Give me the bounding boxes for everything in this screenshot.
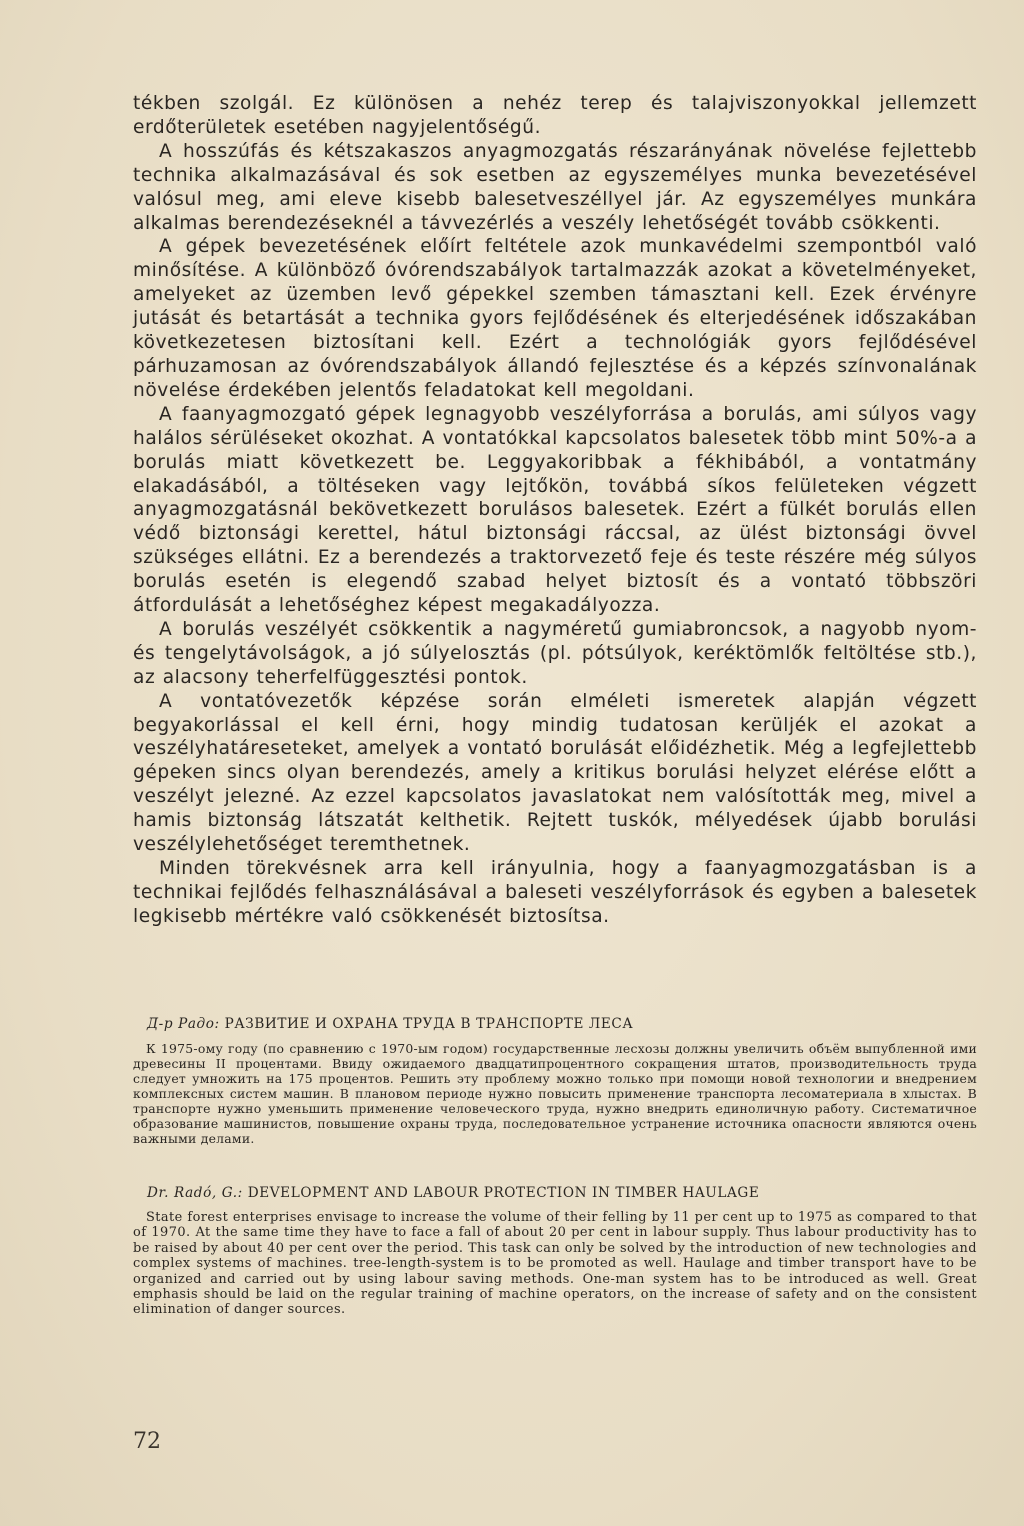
- paragraph: A hosszúfás és kétszakaszos anyagmozgatás részarányának növelése fejlettebb technika alkalmazásával és sok esetben az egyszemélyes munka bevezetésével valósul meg, ami eleve kisebb balesetveszéllyel jár. Az egyszemélyes munkára alkalmas berendezéseknél a távvezérlés a veszély lehetőségét tovább csökkenti.: [133, 140, 977, 234]
- article-body: [133, 92, 977, 929]
- english-abstract-text: State forest enterprises envisage to increase the volume of their felling by 11 per cent up to 1975 as compared to that of 1970. At the same time they have to face a fall of about 20 per cent in labour supply. Thus labour productivity has to be raised by about 40 per cent over the period. This task can only be solved by the introduction of new technologies and complex systems of machines. tree-length-system is to be promoted as well. Haulage and timber transport have to be organized and carried out by using labour saving methods. One-man system has to be introduced as well. Great emphasis should be laid on the regular training of machine operators, on the increase of safety and on the consistent elimination of danger sources.: [133, 1210, 977, 1318]
- page-number: 72: [133, 1429, 161, 1454]
- russian-abstract-title: РАЗВИТИЕ И ОХРАНА ТРУДА В ТРАНСПОРТЕ ЛЕСА: [224, 1016, 634, 1032]
- paragraph: A faanyagmozgató gépek legnagyobb veszélyforrása a borulás, ami súlyos vagy halálos sérüléseket okozhat. A vontatókkal kapcsolatos balesetek több mint 50%-a a borulás miatt következett be. Leggyakoribbak a fékhibából, a vontatmány elakadásából, a töltéseken vagy lejtőkön, továbbá síkos felületeken végzett anyagmozgatásnál bekövetkezett borulásos balesetek. Ezért a fülkét borulás ellen védő biztonsági kerettel, hátul biztonsági ráccsal, az ülést biztonsági övvel szükséges ellátni. Ez a berendezés a traktorvezető feje és teste részére még súlyos borulás esetén is elegendő szabad helyet biztosít és a vontató többszöri átfordulását a lehetőséghez képest megakadályozza.: [133, 403, 978, 617]
- english-abstract: [133, 1185, 977, 1318]
- english-abstract-author: Dr. Radó, G.:: [147, 1185, 243, 1201]
- paragraph: A vontatóvezetők képzése során elméleti ismeretek alapján végzett begyakorlással el kell érni, hogy mindig tudatosan kerüljék el azokat a veszélyhatáreseteket, amelyek a vontató borulását előidézhetik. Még a legfejlettebb gépeken sincs olyan berendezés, amely a kritikus borulási helyzet elérése előtt a veszélyt jelezné. Az ezzel kapcsolatos javaslatokat nem valósították meg, mivel a hamis biztonság látszatát kelthetik. Rejtett tuskók, mélyedések újabb borulási veszélylehetőséget teremthetnek.: [133, 690, 977, 856]
- russian-abstract-author: Д-р Радо:: [147, 1016, 220, 1032]
- english-abstract-title: DEVELOPMENT AND LABOUR PROTECTION IN TIMBER HAULAGE: [247, 1185, 760, 1201]
- russian-abstract-text: К 1975-ому году (по сравнению с 1970-ым годом) государственные лесхозы должны увеличить объём выпубленной ими древесины II процентами. Ввиду ожидаемого двадцатипроцентного сокращения штатов, производительность труда следует умножить на 175 процентов. Решить эту проблему можно только при помощи новой технологии и внедрением комплексных систем машин. В плановом периоде нужно повысить применение транспорта лесоматериала в хлыстах. В транспорте нужно уменьшить применение человеческого труда, нужно внедрить единоличную работу. Систематичное образование машинистов, повышение охраны труда, последовательное устранение источника опасности являются очень важными делами.: [133, 1041, 977, 1146]
- russian-abstract: [133, 1016, 977, 1146]
- paragraph: Minden törekvésnek arra kell irányulnia, hogy a faanyagmozgatásban is a technikai fejlődés felhasználásával a baleseti veszélyforrások és egyben a balesetek legkisebb mértékre való csökkenését biztosítsa.: [133, 858, 977, 927]
- paragraph: A borulás veszélyét csökkentik a nagyméretű gumiabroncsok, a nagyobb nyom- és tengelytávolságok, a jó súlyelosztás (pl. pótsúlyok, keréktömlők feltöltése stb.), az alacsony teherfelfüggesztési pontok.: [133, 618, 977, 688]
- russian-abstract-heading: [147, 1016, 977, 1032]
- english-abstract-heading: [147, 1185, 977, 1201]
- paragraph: A gépek bevezetésének előírt feltétele azok munkavédelmi szempontból való minősítése. A különböző óvórendszabályok tartalmazzák azokat a követelményeket, amelyeket az üzemben levő gépekkel szemben támasztani kell. Ezek érvényre jutását és betartását a technika gyors fejlődésének és elterjedésének időszakában következetesen biztosítani kell. Ezért a technológiák gyors fejlődésével párhuzamosan az óvórendszabályok állandó fejlesztése és a képzés színvonalának növelése érdekében jelentős feladatokat kell megoldani.: [133, 236, 977, 401]
- paragraph: tékben szolgál. Ez különösen a nehéz terep és talajviszonyokkal jellemzett erdőterületek esetében nagyjelentőségű.: [133, 93, 977, 138]
